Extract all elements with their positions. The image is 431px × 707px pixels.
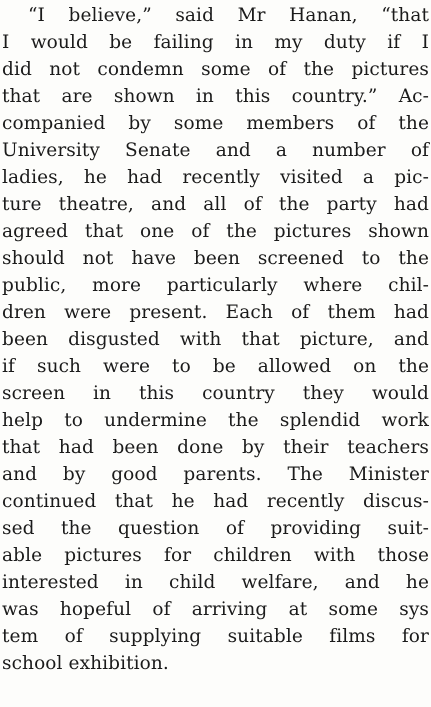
article-line: if such were to be allowed on the xyxy=(2,356,429,377)
article-line: companied by some members of the xyxy=(2,113,429,134)
article-line: been disgusted with that picture, and xyxy=(2,329,429,350)
article-line: “I believe,” said Mr Hanan, “that xyxy=(28,5,429,26)
article-line: that are shown in this country.” Ac- xyxy=(2,86,429,107)
article-line: interested in child welfare, and he xyxy=(2,572,429,593)
article-line: ladies, he had recently visited a pic- xyxy=(2,167,429,188)
article-line: and by good parents. The Minister xyxy=(2,464,429,485)
article-line: tem of supplying suitable films for xyxy=(2,626,429,647)
article-line: did not condemn some of the pictures xyxy=(2,59,429,80)
article-line: dren were present. Each of them had xyxy=(2,302,429,323)
article-line: help to undermine the splendid work xyxy=(2,410,429,431)
article-line: should not have been screened to the xyxy=(2,248,429,269)
article-line: school exhibition. xyxy=(2,653,169,674)
article-line: that had been done by their teachers xyxy=(2,437,429,458)
article-line: ture theatre, and all of the party had xyxy=(2,194,429,215)
article-line: I would be failing in my duty if I xyxy=(2,32,429,53)
article-line: continued that he had recently discus- xyxy=(2,491,429,512)
article-line: able pictures for children with those xyxy=(2,545,429,566)
article-line: screen in this country they would xyxy=(2,383,429,404)
article-line: sed the question of providing suit- xyxy=(2,518,429,539)
article-line: agreed that one of the pictures shown xyxy=(2,221,429,242)
article-line: University Senate and a number of xyxy=(2,140,429,161)
article-line: public, more particularly where chil- xyxy=(2,275,429,296)
article-line: was hopeful of arriving at some sys xyxy=(2,599,429,620)
